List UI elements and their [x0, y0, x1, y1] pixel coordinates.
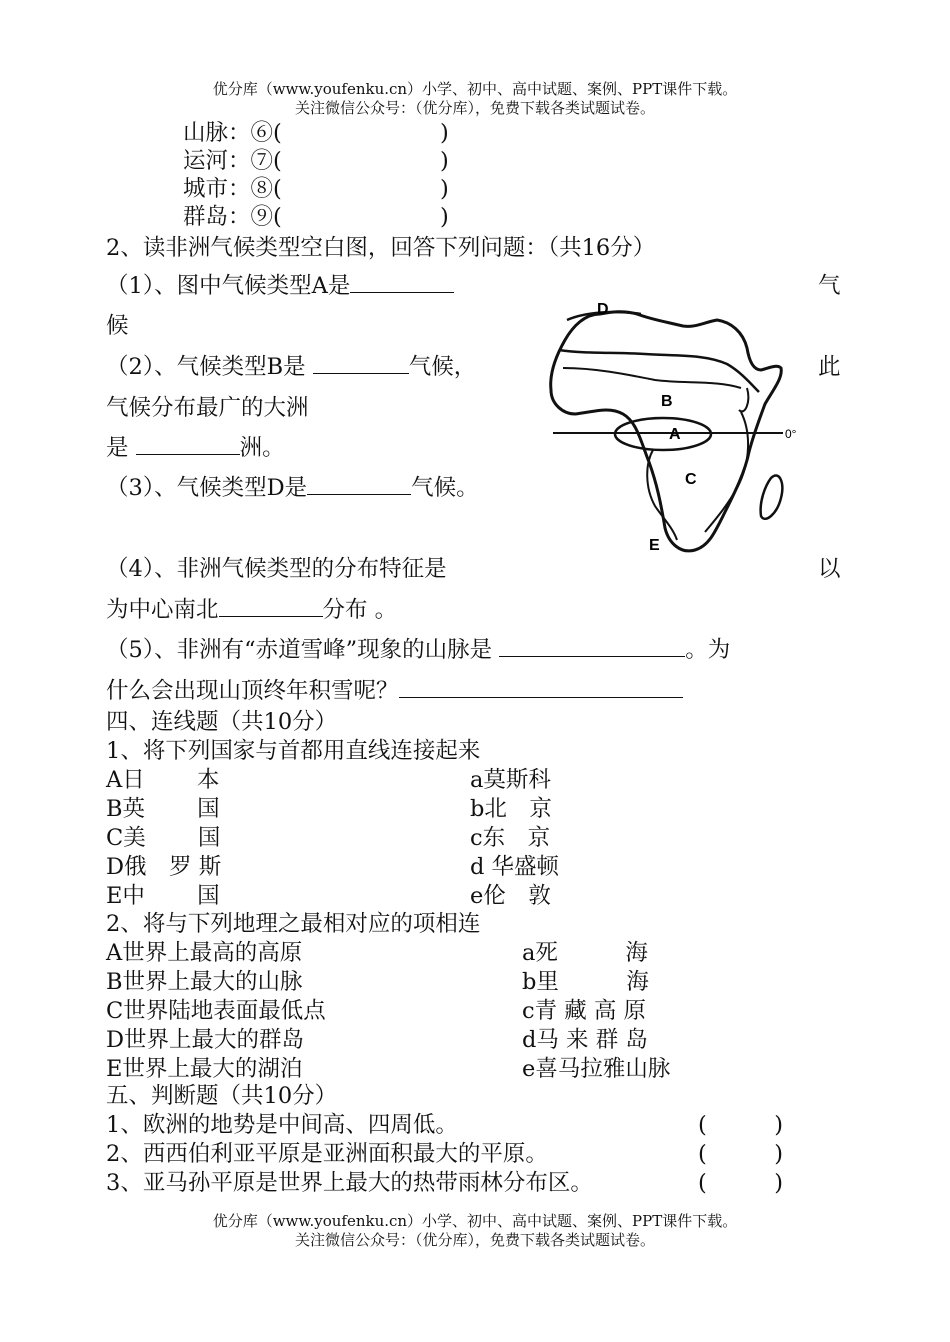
- judge-bracket-3[interactable]: ( ): [698, 1170, 784, 1196]
- q1-right-a[interactable]: a莫斯科: [470, 767, 551, 793]
- q1-left-c[interactable]: C美 国: [106, 825, 221, 851]
- q2-right-b[interactable]: b里 海: [522, 969, 649, 995]
- q2-p2-answer: [106, 434, 285, 462]
- q2-p3: [106, 474, 479, 502]
- q2-p1-blank[interactable]: [350, 272, 454, 293]
- q2-right-e[interactable]: e喜马拉雅山脉: [522, 1056, 671, 1082]
- q2-p5-blank[interactable]: [499, 636, 685, 657]
- q2-p2-text-e: 洲。: [239, 435, 285, 461]
- climate-region-c-west: [647, 450, 677, 540]
- q2-p5: [106, 636, 730, 664]
- footer-line-1: 优分库（www.youfenku.cn）小学、初中、高中试题、案例、PPT课件下载。: [212, 1212, 738, 1230]
- q1-left-d[interactable]: D俄 罗 斯: [106, 854, 222, 880]
- q2-p5-text-c: 什么会出现山顶终年积雪呢？: [106, 678, 399, 704]
- q2-title: 2、读非洲气候类型空白图，回答下列问题：（共16分）: [106, 235, 656, 261]
- fill-item-city: 城市：⑧(: [183, 176, 282, 202]
- map-label-d: D: [597, 301, 609, 318]
- q1-left-b[interactable]: B英 国: [106, 796, 220, 822]
- section4-q2-title: 2、将与下列地理之最相对应的项相连: [106, 911, 481, 937]
- q2-p2-text: （2）、气候类型B是: [106, 354, 306, 380]
- q2-left-b[interactable]: B世界上最大的山脉: [106, 969, 303, 995]
- fill-item-canal-close: ): [440, 148, 449, 174]
- judge-bracket-2[interactable]: ( ): [698, 1141, 784, 1167]
- map-label-c: C: [685, 471, 697, 488]
- africa-climate-map: [545, 292, 807, 560]
- q2-left-d[interactable]: D世界上最大的群岛: [106, 1027, 305, 1053]
- q1-left-e[interactable]: E中 国: [106, 883, 220, 909]
- q2-p4-tail: 以: [818, 556, 841, 582]
- q2-left-e[interactable]: E世界上最大的湖泊: [106, 1056, 303, 1082]
- q1-right-b[interactable]: b北 京: [470, 796, 552, 822]
- q2-right-a[interactable]: a死 海: [522, 940, 648, 966]
- q2-p4-text-c: 分布 。: [322, 597, 398, 623]
- fill-item-islands: 群岛：⑨(: [183, 204, 282, 230]
- judge-bracket-1[interactable]: ( ): [698, 1112, 784, 1138]
- q2-p5-blank-2[interactable]: [399, 677, 683, 698]
- map-label-b: B: [661, 393, 673, 410]
- q2-p1: [106, 272, 454, 300]
- q2-p4-cont: [106, 596, 397, 624]
- judge-item-3: 3、亚马孙平原是世界上最大的热带雨林分布区。: [106, 1170, 593, 1196]
- map-label-a: A: [669, 426, 681, 443]
- q2-p4-blank[interactable]: [219, 596, 323, 617]
- fill-item-mountain: 山脉：⑥(: [183, 120, 282, 146]
- q2-p4-text-b: 为中心南北: [106, 597, 219, 623]
- q1-left-a[interactable]: A日 本: [106, 767, 220, 793]
- section4-q1-title: 1、将下列国家与首都用直线连接起来: [106, 738, 481, 764]
- q2-right-c[interactable]: c青 藏 高 原: [522, 998, 647, 1024]
- q2-p3-blank[interactable]: [307, 474, 411, 495]
- fill-item-canal: 运河：⑦(: [183, 148, 282, 174]
- q2-p5-cont: [106, 677, 683, 705]
- fill-item-mountain-close: ): [440, 120, 449, 146]
- q2-p5-text-b: 。为: [685, 637, 731, 663]
- q2-p5-text: （5）、非洲有“赤道雪峰”现象的山脉是: [106, 637, 493, 663]
- judge-item-2: 2、西西伯利亚平原是亚洲面积最大的平原。: [106, 1141, 548, 1167]
- q2-p2-blank-2[interactable]: [136, 434, 240, 455]
- q2-left-c[interactable]: C世界陆地表面最低点: [106, 998, 326, 1024]
- q1-right-c[interactable]: c东 京: [470, 825, 551, 851]
- q2-left-a[interactable]: A世界上最高的高原: [106, 940, 303, 966]
- q2-p2-cont: 气候分布最广的大洲: [106, 395, 309, 421]
- q2-p3-text-b: 气候。: [411, 475, 479, 501]
- q2-p2-blank[interactable]: [313, 353, 409, 374]
- header-line-1: 优分库（www.youfenku.cn）小学、初中、高中试题、案例、PPT课件下载。: [212, 80, 738, 98]
- q2-p2-text-d: 是: [106, 435, 129, 461]
- header-line-2: 关注微信公众号：（优分库），免费下载各类试题试卷。: [294, 99, 655, 117]
- fill-item-city-close: ): [440, 176, 449, 202]
- footer-line-2: 关注微信公众号：（优分库），免费下载各类试题试卷。: [294, 1231, 655, 1249]
- map-label-equator: 0°: [785, 427, 797, 441]
- climate-region-c-east: [705, 412, 748, 532]
- section5-title: 五、判断题（共10分）: [106, 1083, 338, 1109]
- q2-p2-tail: 此: [818, 354, 841, 380]
- madagascar: [761, 475, 783, 518]
- q2-p1-text: （1）、图中气候类型A是: [106, 273, 351, 299]
- q2-right-d[interactable]: d马 来 群 岛: [522, 1027, 648, 1053]
- q2-p1-tail: 气: [818, 273, 841, 299]
- climate-boundary-sahara: [563, 368, 741, 388]
- q2-p3-text: （3）、气候类型D是: [106, 475, 308, 501]
- q1-right-d[interactable]: d 华盛顿: [470, 854, 560, 880]
- q2-p2-text-b: 气候，: [408, 354, 477, 380]
- map-label-e: E: [649, 537, 660, 554]
- q2-p2: [106, 353, 476, 381]
- fill-item-islands-close: ): [440, 204, 449, 230]
- judge-item-1: 1、欧洲的地势是中间高、四周低。: [106, 1112, 458, 1138]
- q2-p4: （4）、非洲气候类型的分布特征是: [106, 556, 447, 582]
- east-coast-bay: [739, 388, 748, 411]
- q2-p1-cont: 候: [106, 313, 129, 339]
- q1-right-e[interactable]: e伦 敦: [470, 883, 551, 909]
- section4-title: 四、连线题（共10分）: [106, 709, 338, 735]
